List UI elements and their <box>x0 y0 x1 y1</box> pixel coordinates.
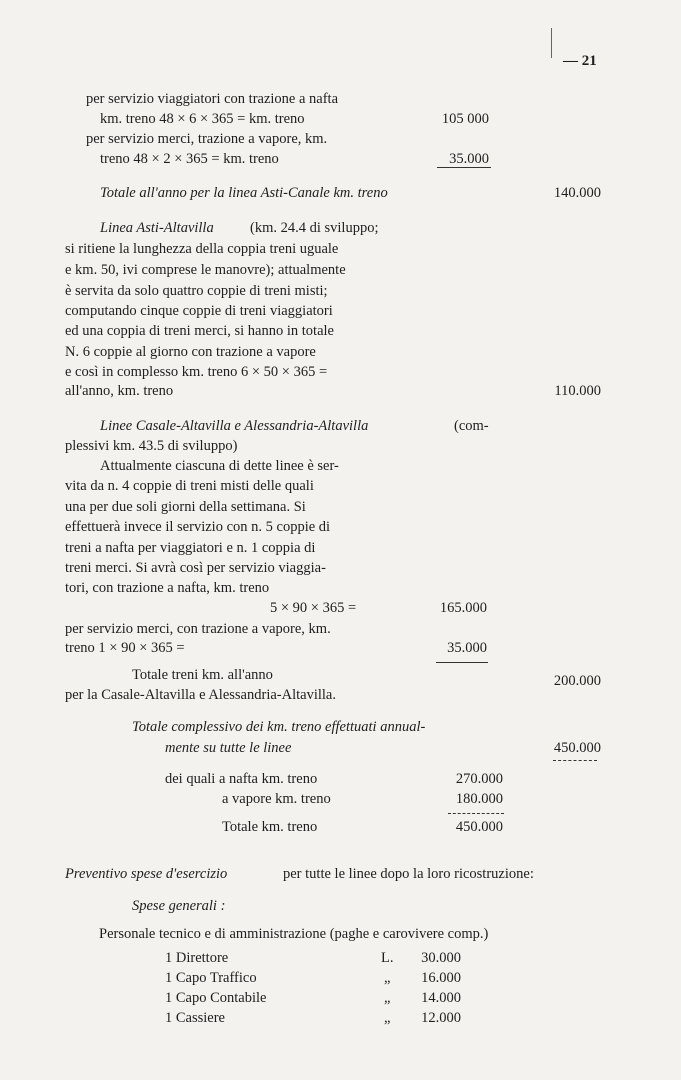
text-line: mente su tutte le linee <box>165 740 292 756</box>
text-line: Preventivo spese d'esercizio <box>65 866 228 882</box>
text-line: km. treno 48 × 6 × 365 = km. treno <box>100 111 305 127</box>
amount-value: 450.000 <box>553 740 601 756</box>
amount-value: 270.000 <box>455 771 503 787</box>
text-line: treni a nafta per viaggiatori e n. 1 coppia di <box>65 540 316 556</box>
amount-value: 105 000 <box>441 111 489 127</box>
text-line: „ <box>384 970 391 986</box>
text-line: tori, con trazione a nafta, km. treno <box>65 580 270 596</box>
text-line: Totale treni km. all'anno <box>132 667 273 683</box>
text-line: N. 6 coppie al giorno con trazione a vapore <box>65 344 316 360</box>
text-line: (com- <box>454 418 489 434</box>
text-line: Linea Asti-Altavilla <box>100 220 214 236</box>
sum-rule <box>437 167 491 168</box>
text-line: una per due soli giorni della settimana. Si <box>65 499 306 515</box>
text-line: computando cinque coppie di treni viaggiatori <box>65 303 333 319</box>
text-line: all'anno, km. treno <box>65 383 174 399</box>
text-line: Personale tecnico e di amministrazione (paghe e carovivere comp.) <box>99 926 489 942</box>
margin-mark <box>551 28 552 58</box>
text-line: per la Casale-Altavilla e Alessandria-Altavilla. <box>65 687 336 703</box>
text-line: (km. 24.4 di sviluppo; <box>250 220 379 236</box>
text-line: 1 Capo Contabile <box>165 990 267 1006</box>
text-line: 5 × 90 × 365 = <box>270 600 357 616</box>
text-line: effettuerà invece il servizio con n. 5 coppie di <box>65 519 331 535</box>
amount-value: 30.000 <box>421 950 461 966</box>
text-line: Attualmente ciascuna di dette linee è ser- <box>100 458 339 474</box>
sum-rule <box>448 813 504 814</box>
text-line: 1 Capo Traffico <box>165 970 257 986</box>
text-line: „ <box>384 990 391 1006</box>
text-line: treno 1 × 90 × 365 = <box>65 640 185 656</box>
amount-value: 180.000 <box>455 791 503 807</box>
amount-value: 110.000 <box>554 383 601 399</box>
sum-rule <box>436 662 488 663</box>
amount-value: 165.000 <box>439 600 487 616</box>
text-line: treno 48 × 2 × 365 = km. treno <box>100 151 279 167</box>
sum-rule <box>553 760 597 761</box>
amount-value: 450.000 <box>455 819 503 835</box>
text-line: ed una coppia di treni merci, si hanno in totale <box>65 323 334 339</box>
text-line: per servizio viaggiatori con trazione a nafta <box>86 91 339 107</box>
text-line: Totale complessivo dei km. treno effettuati annual- <box>132 719 426 735</box>
amount-value: 35.000 <box>449 151 489 167</box>
amount-value: 16.000 <box>421 970 461 986</box>
text-line: „ <box>384 1010 391 1026</box>
text-line: vita da n. 4 coppie di treni misti delle quali <box>65 478 314 494</box>
text-line: Totale km. treno <box>222 819 318 835</box>
amount-value: 140.000 <box>553 185 601 201</box>
text-line: 1 Direttore <box>165 950 229 966</box>
text-line: è servita da solo quattro coppie di treni misti; <box>65 283 328 299</box>
amount-value: 14.000 <box>421 990 461 1006</box>
text-line: Totale all'anno per la linea Asti-Canale km. treno <box>100 185 388 201</box>
text-line: e così in complesso km. treno 6 × 50 × 365 = <box>65 364 328 380</box>
amount-value: 200.000 <box>553 673 601 689</box>
text-line: 1 Cassiere <box>165 1010 225 1026</box>
text-line: dei quali a nafta km. treno <box>165 771 318 787</box>
text-line: per servizio merci, trazione a vapore, km. <box>86 131 328 147</box>
text-line: per servizio merci, con trazione a vapore, km. <box>65 621 331 637</box>
amount-value: 12.000 <box>421 1010 461 1026</box>
text-line: e km. 50, ivi comprese le manovre); attualmente <box>65 262 346 278</box>
text-line: Spese generali : <box>132 898 226 914</box>
text-line: a vapore km. treno <box>222 791 331 807</box>
page-number: — 21 <box>563 53 597 69</box>
text-line: plessivi km. 43.5 di sviluppo) <box>65 438 238 454</box>
text-line: si ritiene la lunghezza della coppia treni uguale <box>65 241 339 257</box>
text-line: per tutte le linee dopo la loro ricostruzione: <box>283 866 534 882</box>
text-line: treni merci. Si avrà così per servizio viaggia- <box>65 560 326 576</box>
amount-value: 35.000 <box>447 640 487 656</box>
text-line: Linee Casale-Altavilla e Alessandria-Altavilla <box>100 418 369 434</box>
text-line: L. <box>381 950 394 966</box>
